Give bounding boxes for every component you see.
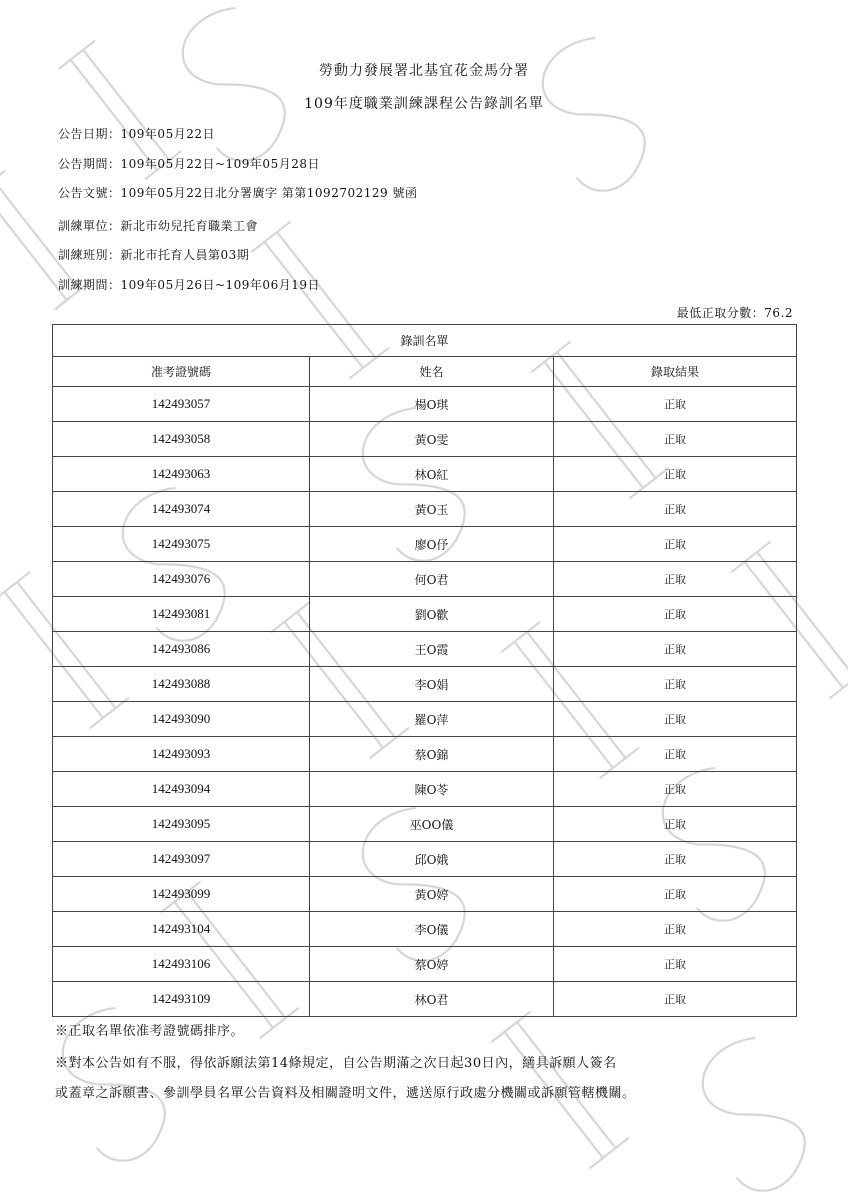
cell-name: 羅O萍 [310, 702, 554, 737]
table-row [53, 912, 797, 947]
meta-value: 新北市托育人員第03期 [120, 248, 250, 262]
meta-value: 新北市幼兒托育職業工會 [120, 219, 259, 233]
meta-value: 109年05月22日北分署廣字 第第1092702129 號函 [120, 186, 418, 200]
cell-name: 黃O雯 [310, 422, 554, 457]
meta-label: 訓練單位 [58, 219, 109, 233]
cell-result: 正取 [554, 702, 797, 737]
cell-result: 正取 [554, 632, 797, 667]
cell-name: 陳O苓 [310, 772, 554, 807]
cell-exam-number: 142493090 [53, 702, 310, 737]
column-header-id: 准考證號碼 [53, 357, 310, 387]
cell-result: 正取 [554, 807, 797, 842]
cell-exam-number: 142493086 [53, 632, 310, 667]
table-row [53, 947, 797, 982]
table-row [53, 702, 797, 737]
cell-name: 劉O歡 [310, 597, 554, 632]
cell-exam-number: 142493057 [53, 387, 310, 422]
cell-exam-number: 142493093 [53, 737, 310, 772]
meta-label: 公告文號 [58, 186, 109, 200]
cell-result: 正取 [554, 457, 797, 492]
cell-exam-number: 142493095 [53, 807, 310, 842]
cell-name: 王O霞 [310, 632, 554, 667]
table-row [53, 422, 797, 457]
cell-result: 正取 [554, 492, 797, 527]
cell-name: 邱O娥 [310, 842, 554, 877]
table-row [53, 492, 797, 527]
meta-label: 訓練期間 [58, 278, 109, 292]
table-row [53, 982, 797, 1017]
cell-exam-number: 142493088 [53, 667, 310, 702]
meta-separator: ： [108, 219, 121, 233]
minimum-score: 最低正取分數：76.2 [676, 306, 793, 320]
document-title: 109年度職業訓練課程公告錄訓名單 [304, 96, 544, 112]
cell-name: 何O君 [310, 562, 554, 597]
cell-exam-number: 142493109 [53, 982, 310, 1017]
table-row [53, 842, 797, 877]
table-row [53, 772, 797, 807]
cell-exam-number: 142493094 [53, 772, 310, 807]
meta-label: 公告日期 [58, 127, 109, 141]
cell-result: 正取 [554, 737, 797, 772]
cell-name: 巫OO儀 [310, 807, 554, 842]
table-header-row [53, 357, 797, 387]
meta-separator: ： [108, 127, 121, 141]
table-row [53, 667, 797, 702]
table-row [53, 877, 797, 912]
table-caption-row [53, 325, 797, 357]
table-caption: 錄訓名單 [53, 325, 797, 357]
column-header-name: 姓名 [310, 357, 554, 387]
admission-table [52, 324, 797, 1017]
meta-value: 109年05月22日 [120, 127, 215, 141]
meta-training-unit [58, 217, 258, 234]
cell-name: 蔡O婷 [310, 947, 554, 982]
meta-training-period [58, 276, 320, 293]
meta-separator: ： [108, 157, 121, 171]
table-row [53, 807, 797, 842]
cell-exam-number: 142493104 [53, 912, 310, 947]
agency-title: 勞動力發展署北基宜花金馬分署 [319, 63, 529, 79]
cell-name: 林O君 [310, 982, 554, 1017]
cell-exam-number: 142493058 [53, 422, 310, 457]
cell-name: 廖O伃 [310, 527, 554, 562]
cell-exam-number: 142493081 [53, 597, 310, 632]
meta-label: 訓練班別 [58, 248, 109, 262]
table-row [53, 562, 797, 597]
cell-name: 林O紅 [310, 457, 554, 492]
cell-result: 正取 [554, 667, 797, 702]
note-sort-order: ※正取名單依准考證號碼排序。 [55, 1024, 245, 1039]
meta-announcement-period [58, 155, 320, 172]
meta-value: 109年05月26日~109年06月19日 [120, 278, 320, 292]
meta-separator: ： [108, 186, 121, 200]
cell-result: 正取 [554, 912, 797, 947]
cell-exam-number: 142493106 [53, 947, 310, 982]
note-appeal-line-1: ※對本公告如有不服，得依訴願法第14條規定，自公告期滿之次日起30日內，繕具訴願人簽名 [55, 1056, 617, 1071]
cell-name: 蔡O錦 [310, 737, 554, 772]
cell-result: 正取 [554, 947, 797, 982]
cell-name: 黃O婷 [310, 877, 554, 912]
meta-announcement-date [58, 125, 215, 142]
cell-exam-number: 142493074 [53, 492, 310, 527]
cell-exam-number: 142493099 [53, 877, 310, 912]
column-header-result: 錄取結果 [554, 357, 797, 387]
cell-result: 正取 [554, 842, 797, 877]
meta-document-number [58, 184, 417, 201]
cell-name: 黃O玉 [310, 492, 554, 527]
cell-exam-number: 142493063 [53, 457, 310, 492]
cell-name: 李O儀 [310, 912, 554, 947]
cell-exam-number: 142493097 [53, 842, 310, 877]
table-row [53, 737, 797, 772]
cell-name: 李O娟 [310, 667, 554, 702]
table-row [53, 387, 797, 422]
meta-separator: ： [108, 278, 121, 292]
meta-label: 公告期間 [58, 157, 109, 171]
cell-result: 正取 [554, 422, 797, 457]
cell-exam-number: 142493075 [53, 527, 310, 562]
cell-result: 正取 [554, 527, 797, 562]
cell-name: 楊O琪 [310, 387, 554, 422]
cell-result: 正取 [554, 387, 797, 422]
meta-training-class [58, 246, 249, 263]
table-row [53, 632, 797, 667]
meta-separator: ： [108, 248, 121, 262]
note-appeal-line-2: 或蓋章之訴願書、參訓學員名單公告資料及相關證明文件，遞送原行政處分機關或訴願管轄機關。 [55, 1086, 636, 1101]
cell-result: 正取 [554, 982, 797, 1017]
table-row [53, 527, 797, 562]
cell-result: 正取 [554, 562, 797, 597]
cell-exam-number: 142493076 [53, 562, 310, 597]
cell-result: 正取 [554, 597, 797, 632]
table-row [53, 457, 797, 492]
cell-result: 正取 [554, 877, 797, 912]
table-row [53, 597, 797, 632]
meta-value: 109年05月22日~109年05月28日 [120, 157, 320, 171]
cell-result: 正取 [554, 772, 797, 807]
